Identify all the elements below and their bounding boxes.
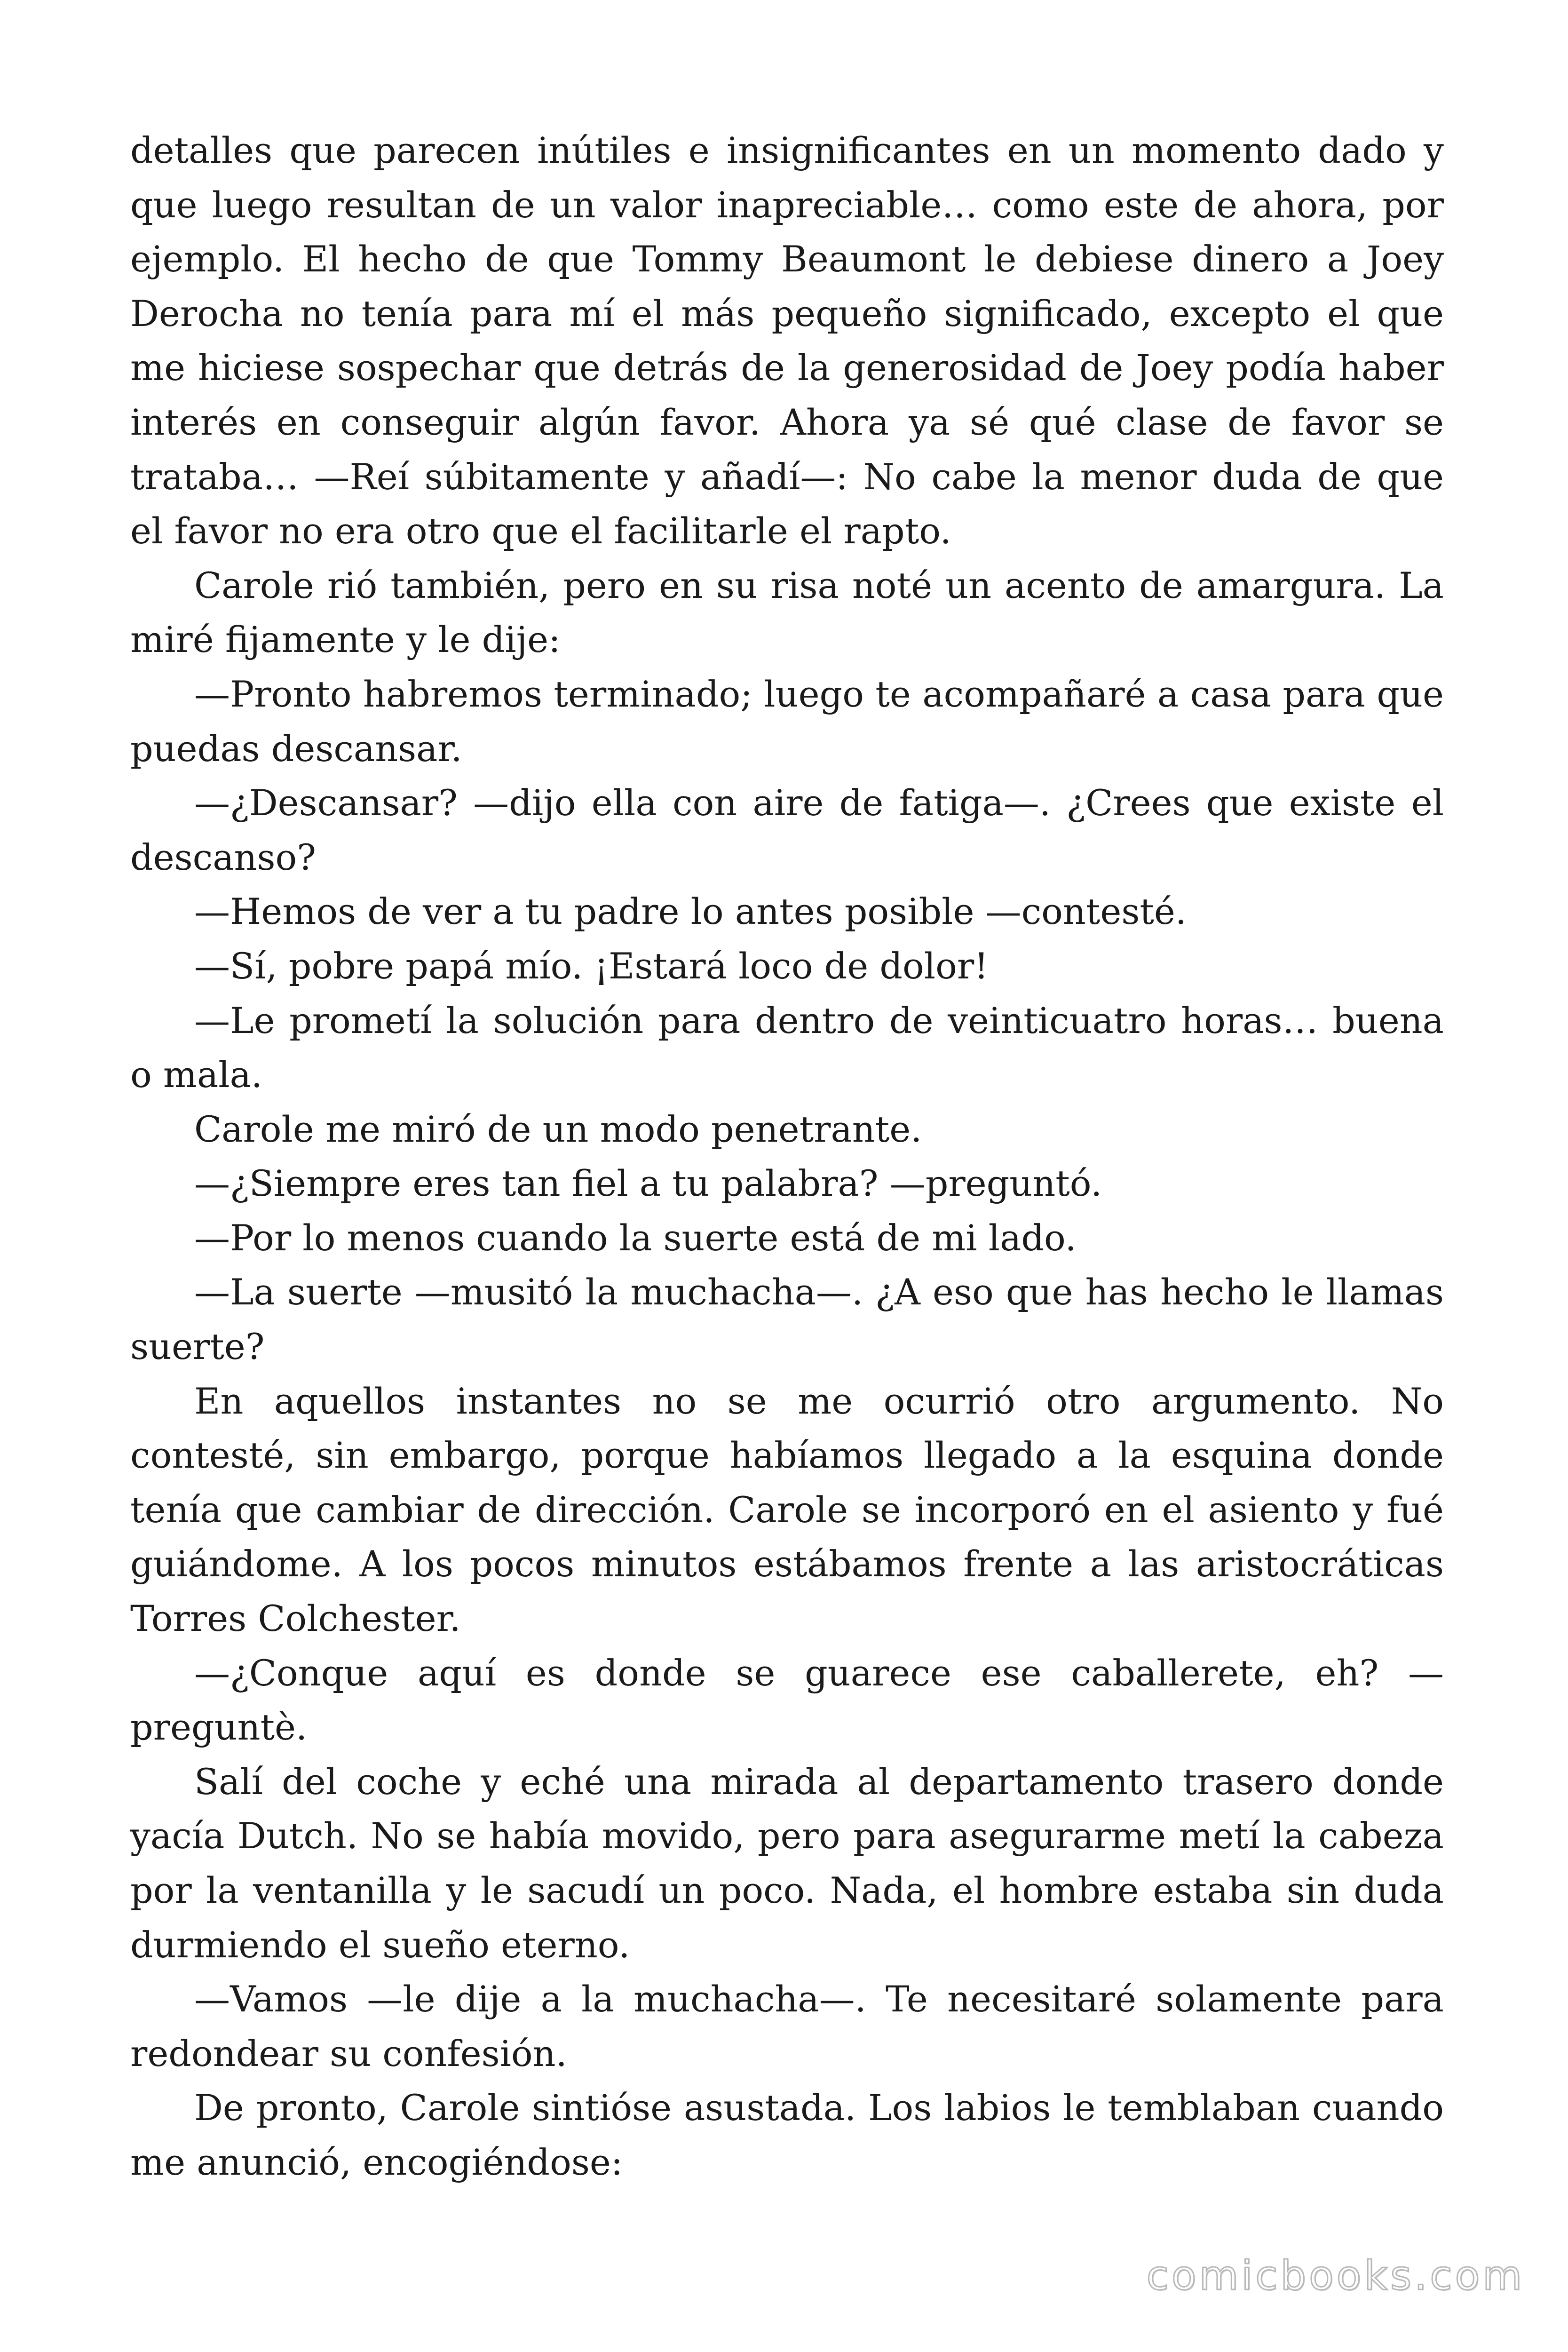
paragraph-13: —¿Conque aquí es donde se guarece ese caballerete, eh? —preguntè. <box>130 1652 1444 1748</box>
paragraph-6: —Sí, pobre papá mío. ¡Estará loco de dolor! <box>194 945 989 987</box>
page-body-text <box>130 123 1444 2190</box>
paragraph-5: —Hemos de ver a tu padre lo antes posible —contesté. <box>194 890 1187 933</box>
paragraph-4: —¿Descansar? —dijo ella con aire de fatiga—. ¿Crees que existe el descanso? <box>130 782 1444 878</box>
paragraph-16: De pronto, Carole sintióse asustada. Los labios le temblaban cuando me anunció, encogiéndose: <box>130 2087 1444 2183</box>
paragraph-15: —Vamos —le dije a la muchacha—. Te necesitaré solamente para redondear su confesión. <box>130 1978 1444 2074</box>
paragraph-8: Carole me miró de un modo penetrante. <box>194 1108 922 1150</box>
paragraph-2: Carole rió también, pero en su risa noté un acento de amargura. La miré fijamente y le dije: <box>130 564 1444 661</box>
site-watermark: comicbooks.com <box>1146 2252 1525 2299</box>
paragraph-14: Salí del coche y eché una mirada al departamento trasero donde yacía Dutch. No se había movido, pero para asegurarme metí la cabeza por la ventanilla y le sacudí un poco. Nada, el hombre estaba sin duda durmiendo el sueño eterno. <box>130 1760 1444 1966</box>
paragraph-10: —Por lo menos cuando la suerte está de mi lado. <box>194 1216 1077 1259</box>
paragraph-1: detalles que parecen inútiles e insignificantes en un momento dado y que luego resultan de un valor inapreciable… como este de ahora, por ejemplo. El hecho de que Tommy Beaumont le debiese dinero a Joey Derocha no tenía para mí el más pequeño significado, excepto el que me hiciese sospechar que detrás de la generosidad de Joey podía haber interés en conseguir algún favor. Ahora ya sé qué clase de favor se trataba… —Reí súbitamente y añadí—: No cabe la menor duda de que el favor no era otro que el facilitarle el rapto. <box>130 129 1444 552</box>
paragraph-12: En aquellos instantes no se me ocurrió otro argumento. No contesté, sin embargo, porque habíamos llegado a la esquina donde tenía que cambiar de dirección. Carole se incorporó en el asiento y fué guiándome. A los pocos minutos estábamos frente a las aristocráticas Torres Colchester. <box>130 1380 1444 1640</box>
paragraph-9: —¿Siempre eres tan fiel a tu palabra? —preguntó. <box>194 1162 1102 1205</box>
paragraph-11: —La suerte —musitó la muchacha—. ¿A eso que has hecho le llamas suerte? <box>130 1271 1444 1368</box>
paragraph-3: —Pronto habremos terminado; luego te acompañaré a casa para que puedas descansar. <box>130 673 1444 770</box>
paragraph-7: —Le prometí la solución para dentro de veinticuatro horas… buena o mala. <box>130 999 1444 1096</box>
